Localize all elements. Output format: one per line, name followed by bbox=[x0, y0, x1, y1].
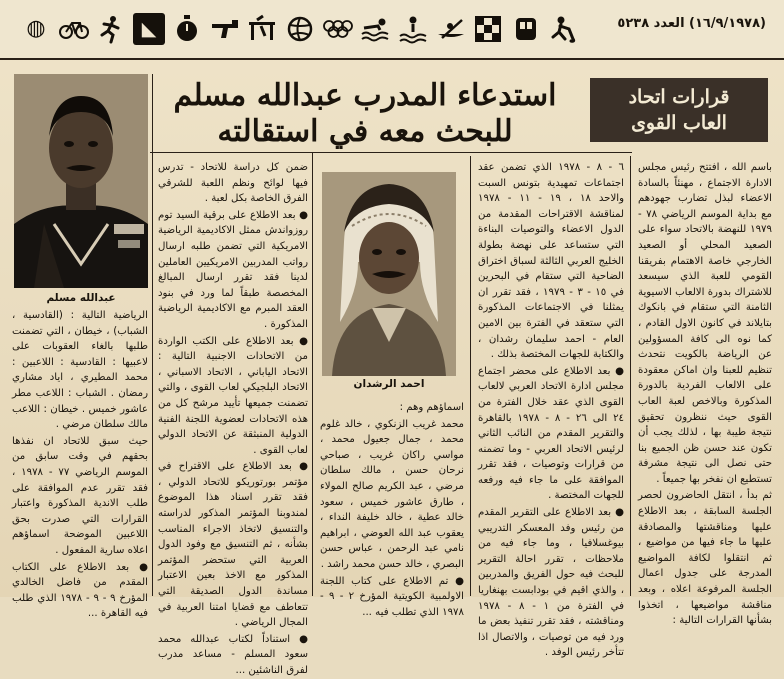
paragraph: الرياضية التالية : (القادسية ، الشباب) ، خيطان ، التي تضمنت طلبها بالغاء العقوبات على لاعبيها : القادسية : اللاعبين : محمد المطيري ، اياد مشاري رمضان . الشباب : اللاعب مطر عاشور خميس . خيطان : اللاعب مالك سلطان مرضي . bbox=[12, 310, 148, 431]
stopwatch-icon bbox=[171, 13, 203, 45]
topic-box-line-1: قرارات اتحاد bbox=[628, 86, 730, 108]
running-icon bbox=[95, 13, 127, 45]
diving-icon bbox=[397, 13, 429, 45]
article-column-4 bbox=[158, 160, 308, 676]
paragraph: باسم الله ، افتتح رئيس مجلس الادارة الاجتماع ، مهنئاً بالسادة الاعضاء لبذل تضارب جهودهم مع بداية الموسم الرياضي ٧٨ - ١٩٧٩ للنهضة بالاتحاد سواء على الصعيد المحلي أو الصعيد الخارجي خاصة الاهتمام بفريقنا القومي للعبة الذي سيسعد للاشتراك بدورة الالعاب الاسيوية الثامنة التي ستقام في بانكوك بتايلاند في كانون الاول القادم ، كما نوه الى كافة المسؤولين عن الرياضة بالكويت نتحدث تنظيم للعبنا وان اماكن معقودة على الالعاب الفردية بالدورة المذكورة وبالاخص لعبة العاب القوى حيث ننظرون تحقيق نتيجة طيبة بها ، لذلك يجب أن تكون عند حسن ظن الجميع بنا حتى نصل الى نتيجة مشرفة تستطيع ان نفخر بها جميعاً . bbox=[638, 162, 772, 485]
topic-box bbox=[590, 78, 768, 142]
issue-date-number: (١٦/٩/١٩٧٨) العدد ٥٢٣٨ bbox=[617, 16, 766, 31]
rowing-icon bbox=[435, 13, 467, 45]
paragraph: ● بعد الاطلاع على التقرير المقدم من رئيس وفد المعسكر التدريبي بيوغسلافيا ، وما جاء فيه من ملاحظات ، تقرر احالة التقرير للبحث فيه حول الفريق والمدربين ، والذي اقيم في بودابست بهنغاريا في الفترة من ١ - ٨ - ١٩٧٨ ومناقشته ، فقد تقرر تنفيذ بعض ما ورد فيه من توصيات ، والاتصال اذا تتأخر رئيس الوفد . bbox=[478, 507, 625, 659]
headline-underline bbox=[150, 152, 632, 153]
column-rule bbox=[312, 152, 313, 596]
article-column-2 bbox=[478, 160, 625, 659]
paragraph: ضمن كل دراسة للاتحاد - تدرس فيها لوائح ونظم اللعبة للشرقي الفرق الخاصة بكل لعبة . bbox=[158, 162, 308, 205]
paragraph: حيث سبق للاتحاد ان نفذها بحقهم في وقت سابق من الموسم الرياضي ٧٧ - ١٩٧٨ ، فقد تقرر عدم الموافقة على طلب الاندية المذكورة واعتبار القرارات التي صدرت بحق اللاعبين الموضحة اسماؤهم اعلاه سارية المفعول . bbox=[12, 435, 148, 556]
paragraph: اسماؤهم وهم : bbox=[399, 402, 464, 413]
paragraph: ● بعد الاطلاع على الكتب الواردة من الاتحادات الاجنبية التالية : الاتحاد الياباني ، الاتحاد الاسباني ، الاتحاد البلجيكي لعاب القوى ، والتي تضمنت جميعها تأييد مرشح كل من هذه الاتحادات لعضوية اللجنة الفنية الدولية المنبثقة عن الاتحاد الدولي لعاب القوى . bbox=[158, 335, 308, 456]
field-hockey-icon bbox=[548, 13, 580, 45]
sport-icons-strip bbox=[20, 8, 580, 50]
article-column-3 bbox=[320, 400, 464, 618]
soccer-boot-icon: ◣ bbox=[133, 13, 165, 45]
paragraph: ● بعد الاطلاع على محضر اجتماع مجلس ادارة الاتحاد العربي لالعاب القوى الذي عقد خلال الفترة من ٢٤ الى ٢٦ - ٨ - ١٩٧٨ بالقاهرة والتقرير المقدم من النائب الثاني لرئيس الاتحاد العربي - وما تضمنه من قرارات وتوصيات ، فقد تقرر الموافقة على ما جاء فيه ورفعه للجهات المختصة . bbox=[478, 365, 625, 502]
swimming-icon bbox=[359, 13, 391, 45]
paragraph: ● تم الاطلاع على كتاب اللجنة الاولمبية الكويتية المؤرخ ٢ - ٩ - ١٩٧٨ الذي تطلب فيه ... bbox=[320, 575, 464, 618]
column-rule bbox=[630, 156, 631, 596]
paragraph: ● بعد الاطلاع على الاقتراح في مؤتمر بورتوريكو للاتحاد الدولي ، فقد تقرر اسناد هذا الموضوع لمندوبنا المؤتمر المذكور لدراسته والتنسيق لاتخاذ الاجراء المناسب بشأنه ، ثم التنسيق مع وفود الدول العربية التي ستحضر المؤتمر المذكور مع الاخذ بعين الاعتبار مساندة الدول الصديقة التي تتعاطف مع قضايا امتنا العربية في المجال الرياضي . bbox=[158, 461, 308, 629]
olympic-rings-icon bbox=[322, 13, 354, 45]
photo-abdullah-muslim bbox=[14, 74, 148, 288]
paragraph: ● استناداً لكتاب عبدالله محمد سعود المسلم - مساعد مدرب لفرق الناشئين ... bbox=[158, 633, 308, 676]
headline-line-1: استدعاء المدرب عبدالله مسلم bbox=[173, 78, 557, 113]
volleyball-icon bbox=[284, 13, 316, 45]
article-column-5 bbox=[12, 308, 149, 620]
photo-ahmed-alrashdan bbox=[322, 172, 456, 376]
paragraph: محمد غريب الزنكوي ، خالد غلوم محمد ، جمال جعيول محمد ، مواسي راكان غريب ، صباحي نرحان حسن ، مالك سلطان مرضي ، عبد الكريم صالح المولاء ، طارق عاشور خميس ، سعود خالد عطية ، خالد خليفة النداء ، يعقوب عبد الله العوضي ، ابراهيم نامي عبد الرحمن ، عباس حسن البصري ، خالد حسن محمد راشد . bbox=[320, 418, 464, 570]
chess-icon bbox=[472, 13, 504, 45]
column-rule bbox=[470, 156, 471, 596]
masthead-band bbox=[0, 0, 784, 60]
caption-abdullah-muslim: عبدالله مسلم bbox=[46, 292, 116, 304]
topic-box-line-2: العاب القوى bbox=[631, 112, 727, 134]
headline-line-2: للبحث معه في استقالته bbox=[217, 114, 513, 149]
basketball-icon: ◍ bbox=[26, 16, 46, 41]
hurdles-icon bbox=[246, 13, 278, 45]
article-column-1 bbox=[638, 160, 772, 627]
boxing-gloves-icon bbox=[510, 13, 542, 45]
bicycle-icon bbox=[58, 13, 90, 45]
caption-ahmed-alrashdan: احمد الرشدان bbox=[353, 378, 425, 390]
paragraph: ٦ - ٨ - ١٩٧٨ الذي تضمن عقد اجتماعات تمهيدية بتونس السبت والاحد ١٨ ، ١٩ - ١١ - ١٩٧٨ لمناقشة الاقتراحات المقدمة من الدول الاعضاء والتوصيات البناءة التي ستساعد على نهضة بطولة الخليج العربي الثالثة لسباق اختراق الضاحية التي ستقام في البحرين في ١٥ - ٣ - ١٩٧٩ ، فقد تقرر ان يمثلنا في الاجتماعات المذكورة التي ستعقد في الفترة بين الامين العام - احمد سليمان رشدان ، والكتابة للجهات المختصة بذلك . bbox=[478, 162, 625, 361]
headline bbox=[150, 78, 580, 152]
paragraph: ثم بدأ ، انتقل الحاضرون لحصر الجلسة السابقة ، بعد الاطلاع عليها ومناقشتها والمصادقة عليها ما جاء فيها من مواضيع ، ثم انتقلوا لكافة المواضيع المدرجة على جدول اعمال الجلسة المرفوعة اعلاه ، وبعد مناقشة مواضيعها ، اتخذوا بشأنها القرارات التالية : bbox=[638, 490, 772, 627]
shooting-icon bbox=[209, 13, 241, 45]
paragraph: ● بعد الاطلاع على الكتاب المقدم من فاضل الخالدي المؤرخ ٩ - ٩ - ١٩٧٨ الذي طلب فيه القاهرة ... bbox=[12, 561, 149, 620]
paragraph: ● بعد الاطلاع على برقية السيد توم روزواندش ممثل الاكاديمية الرياضية الامريكية التي تضمن طلبه ارسال رواتب المدربين الامريكيين العاملين لدينا فقد تقرر ارسال المبالغ المخصصة طبقاً لما ورد في بنود العقد المبرم مع الاكاديمية الرياضية المذكورة . bbox=[158, 209, 308, 330]
